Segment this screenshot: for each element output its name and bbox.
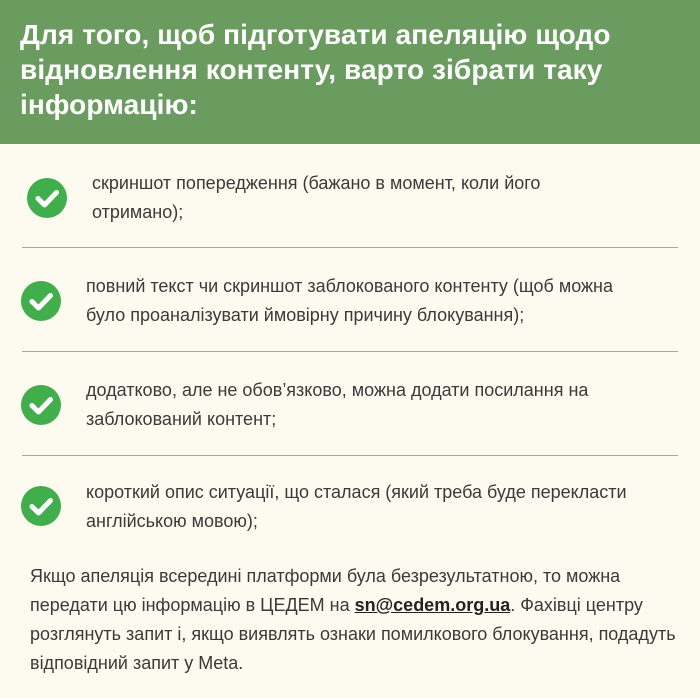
check-circle-icon bbox=[21, 385, 61, 425]
checklist-item-line: повний текст чи скриншот заблокованого контенту (щоб можна bbox=[86, 276, 614, 296]
check-circle-icon bbox=[27, 178, 67, 218]
checklist-item-line: додатково, але не обов’язково, можна додати посилання на bbox=[86, 380, 589, 400]
checklist-item-line: англійською мовою); bbox=[86, 511, 258, 531]
checklist-item bbox=[0, 144, 700, 247]
checklist-item-line: було проаналізувати ймовірну причину блокування); bbox=[86, 305, 525, 325]
checklist-item bbox=[0, 456, 700, 556]
header-title: Для того, щоб підготувати апеляцію щодо відновлення контенту, варто зібрати таку інформацію: bbox=[20, 19, 611, 120]
checklist-item-text bbox=[86, 478, 627, 536]
header-banner bbox=[0, 0, 700, 144]
checklist-item-line: скриншот попередження (бажано в момент, коли його bbox=[92, 173, 541, 193]
checklist-item-text bbox=[86, 376, 588, 434]
checklist-item-line: отримано); bbox=[92, 202, 184, 222]
check-circle-icon bbox=[21, 281, 61, 321]
footer-paragraph bbox=[30, 562, 680, 678]
checklist-item-text bbox=[86, 272, 613, 330]
footer-text-before: Якщо апеляція всередині платформи була безрезультатною, то можна передати цю інформацію в ЦЕДЕМ на bbox=[30, 566, 621, 615]
checklist-item-line: короткий опис ситуації, що сталася (який треба буде перекласти bbox=[86, 482, 627, 502]
checklist-item-text bbox=[92, 169, 540, 227]
checklist-item bbox=[0, 248, 700, 351]
checklist-item-line: заблокований контент; bbox=[86, 409, 277, 429]
checklist-item bbox=[0, 352, 700, 455]
check-circle-icon bbox=[21, 486, 61, 526]
footer-text-after: . Фахівці центру розглянуть запит і, якщо виявлять ознаки помилкового блокування, подадуть відповідний запит у Meta. bbox=[30, 595, 676, 673]
email-link[interactable]: sn@cedem.org.ua bbox=[354, 595, 511, 615]
